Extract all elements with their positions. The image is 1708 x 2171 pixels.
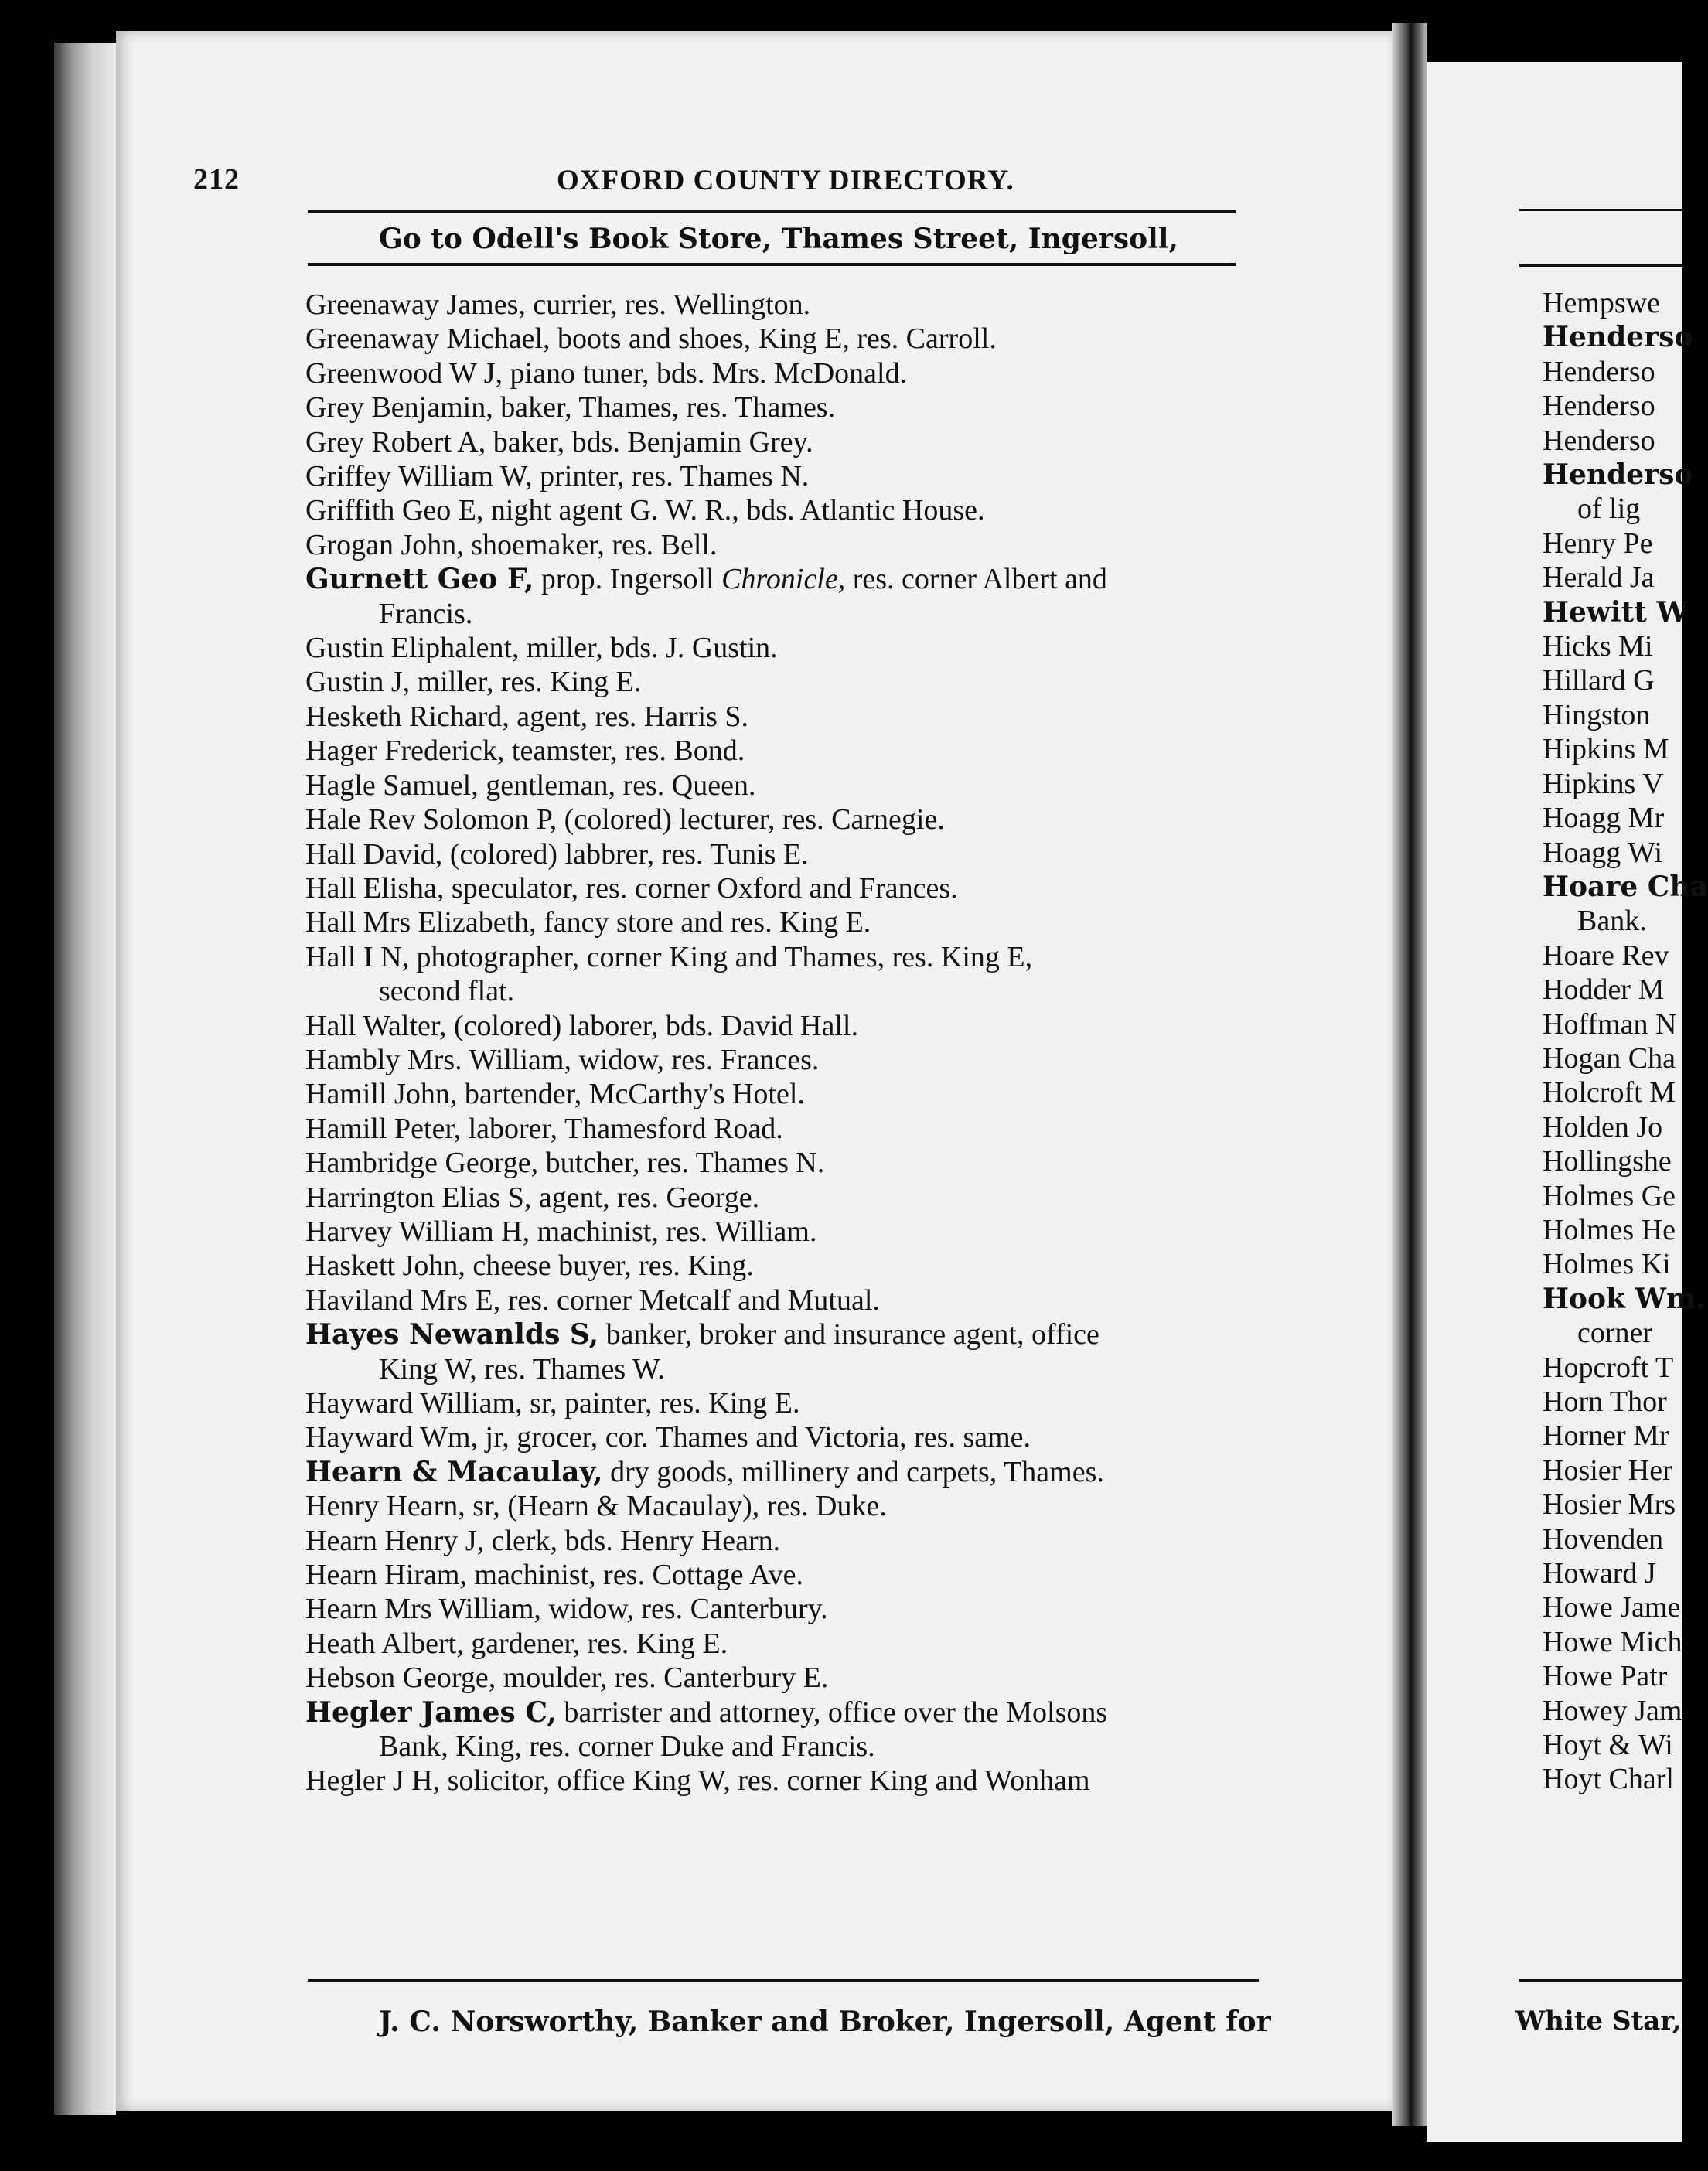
- entry-text: Hager Frederick, teamster, res. Bond.: [305, 734, 745, 768]
- directory-entry: [305, 1112, 1268, 1146]
- right-entry: Hoyt & Wi: [1543, 1729, 1673, 1762]
- directory-entry: [305, 493, 1268, 527]
- directory-entry: [305, 1592, 1268, 1626]
- right-entry: Henderso: [1543, 458, 1693, 492]
- top-advertisement: Go to Odell's Book Store, Thames Street, Ingersoll,: [379, 223, 1178, 255]
- right-entry: Horner Mr: [1543, 1420, 1669, 1453]
- directory-entry: [305, 425, 1268, 459]
- right-entry: Holden Jo: [1543, 1110, 1663, 1143]
- right-entry: Hodder M: [1543, 973, 1665, 1007]
- right-entry: Howey Jam: [1543, 1694, 1682, 1727]
- right-entry: of lig: [1577, 492, 1641, 526]
- directory-entry: [305, 1146, 1268, 1180]
- directory-entry: [305, 1420, 1268, 1454]
- right-entry: Horn Thor: [1543, 1385, 1667, 1418]
- directory-entry: [305, 1558, 1268, 1592]
- directory-entry: [305, 288, 1268, 322]
- directory-entry: [305, 1181, 1268, 1215]
- directory-entry: [305, 1455, 1268, 1489]
- directory-entry: [305, 1043, 1268, 1077]
- right-bottom-advertisement: White Star,: [1515, 2006, 1682, 2036]
- right-entry: Herald Ja: [1543, 561, 1655, 595]
- directory-entry: [305, 1215, 1268, 1249]
- right-entry: Henderso: [1543, 321, 1693, 354]
- right-entry: Holcroft M: [1543, 1076, 1676, 1109]
- entry-text: Hayward William, sr, painter, res. King E.: [305, 1387, 800, 1420]
- right-entry: Hewitt W: [1543, 595, 1688, 629]
- entry-text: Hamill John, bartender, McCarthy's Hotel.: [305, 1078, 805, 1111]
- entry-text: Grogan John, shoemaker, res. Bell.: [305, 528, 718, 561]
- entry-name-bold: Hearn & Macaulay,: [305, 1455, 603, 1488]
- entry-continuation: King W, res. Thames W.: [379, 1352, 665, 1385]
- entry-text: Griffey William W, printer, res. Thames N.: [305, 460, 810, 493]
- entry-text: Harvey William H, machinist, res. William.: [305, 1215, 817, 1248]
- directory-entry: [305, 1696, 1268, 1730]
- entry-text: Hall David, (colored) labbrer, res. Tunis E.: [305, 837, 809, 871]
- entry-text: Greenwood W J, piano tuner, bds. Mrs. McDonald.: [305, 356, 908, 390]
- right-entry: Hogan Cha: [1543, 1041, 1676, 1075]
- right-entry: Hoagg Mr: [1543, 802, 1665, 835]
- right-entry: Hoffman N: [1543, 1007, 1677, 1041]
- directory-entry: [305, 1489, 1268, 1523]
- header-rule: [308, 210, 1236, 213]
- entry-text: Hayward Wm, jr, grocer, cor. Thames and Victoria, res. same.: [305, 1421, 1031, 1454]
- right-entry: Henderso: [1543, 424, 1655, 457]
- directory-entry: [305, 837, 1268, 871]
- entry-text: Hall Mrs Elizabeth, fancy store and res. King E.: [305, 906, 871, 939]
- entry-text: Hagle Samuel, gentleman, res. Queen.: [305, 769, 756, 802]
- right-entry: Henderso: [1543, 355, 1655, 388]
- entry-text: Grey Robert A, baker, bds. Benjamin Grey.: [305, 425, 813, 458]
- entry-text: Hesketh Richard, agent, res. Harris S.: [305, 700, 749, 733]
- entry-continuation: Bank, King, res. corner Duke and Francis.: [379, 1730, 875, 1764]
- directory-entry: [305, 803, 1268, 837]
- directory-entry: [305, 1764, 1268, 1798]
- right-entry: Hook Wm.: [1543, 1282, 1706, 1315]
- directory-entries: [305, 288, 1268, 1798]
- entry-text: Gustin Eliphalent, miller, bds. J. Gustin.: [305, 632, 778, 665]
- entry-text-continued: res. corner Albert and: [845, 563, 1107, 596]
- right-entry: Hoare Rev: [1543, 939, 1669, 972]
- directory-entry: [305, 1283, 1268, 1317]
- directory-entry: [305, 1317, 1268, 1351]
- entry-text: Hamill Peter, laborer, Thamesford Road.: [305, 1112, 783, 1145]
- right-entry: Hingston: [1543, 698, 1651, 731]
- header-rule-lower: [308, 263, 1236, 266]
- entry-text: banker, broker and insurance agent, office: [598, 1318, 1099, 1351]
- directory-entry: [305, 322, 1268, 356]
- right-entry: Hosier Mrs: [1543, 1488, 1676, 1522]
- directory-entry: [305, 1009, 1268, 1043]
- right-entry: Hillard G: [1543, 664, 1655, 697]
- entry-name-bold: Hayes Newanlds S,: [305, 1318, 599, 1351]
- directory-entry: [305, 1386, 1268, 1420]
- directory-entry: [305, 459, 1268, 493]
- entry-name-bold: Hegler James C,: [305, 1696, 557, 1729]
- directory-entry: [305, 356, 1268, 390]
- entry-text: Grey Benjamin, baker, Thames, res. Thames.: [305, 391, 836, 424]
- entry-text: Haskett John, cheese buyer, res. King.: [305, 1249, 754, 1283]
- directory-entry: [305, 905, 1268, 939]
- right-entry: Holmes Ki: [1543, 1248, 1671, 1281]
- right-entry: Holmes He: [1543, 1213, 1676, 1246]
- right-entry: Hovenden: [1543, 1522, 1664, 1556]
- entry-continuation: Francis.: [379, 597, 473, 630]
- right-entry: Hoyt Charl: [1543, 1763, 1674, 1796]
- entry-name-bold: Gurnett Geo F,: [305, 563, 534, 596]
- entry-text: Hearn Henry J, clerk, bds. Henry Hearn.: [305, 1524, 781, 1557]
- entry-text: Hale Rev Solomon P, (colored) lecturer, res. Carnegie.: [305, 803, 945, 837]
- directory-entry: [305, 700, 1268, 734]
- directory-entry: [305, 1627, 1268, 1661]
- entry-text: Hall I N, photographer, corner King and Thames, res. King E,: [305, 940, 1033, 973]
- entry-continuation: second flat.: [379, 975, 515, 1008]
- entry-text: Heath Albert, gardener, res. King E.: [305, 1627, 728, 1660]
- entry-text: Griffith Geo E, night agent G. W. R., bds. Atlantic House.: [305, 494, 985, 527]
- entry-text: Hegler J H, solicitor, office King W, res. corner King and Wonham: [305, 1764, 1090, 1798]
- right-entry: Bank.: [1577, 905, 1647, 938]
- entry-text: Haviland Mrs E, res. corner Metcalf and Mutual.: [305, 1283, 880, 1317]
- entry-text: Harrington Elias S, agent, res. George.: [305, 1181, 760, 1214]
- right-entry: Hosier Her: [1543, 1454, 1672, 1487]
- right-entry: Hoare Cha: [1543, 870, 1708, 903]
- directory-entry: [305, 1249, 1268, 1283]
- entry-text: Hall Walter, (colored) laborer, bds. David Hall.: [305, 1009, 858, 1042]
- right-page-entries: [1543, 286, 1708, 1797]
- book-gutter: [1392, 23, 1427, 2126]
- entry-text: Hebson George, moulder, res. Canterbury E.: [305, 1661, 829, 1695]
- entry-text: Gustin J, miller, res. King E.: [305, 666, 642, 699]
- entry-text: Greenaway James, currier, res. Wellington.: [305, 288, 811, 321]
- right-entry: Hoagg Wi: [1543, 836, 1663, 869]
- directory-entry: [305, 734, 1268, 768]
- entry-text: barrister and attorney, office over the Molsons: [556, 1696, 1108, 1729]
- right-entry: Hicks Mi: [1543, 630, 1653, 663]
- right-entry: Holmes Ge: [1543, 1179, 1676, 1212]
- running-title: OXFORD COUNTY DIRECTORY.: [557, 165, 1014, 196]
- right-entry: Howe Jame: [1543, 1591, 1681, 1624]
- bottom-advertisement: J. C. Norsworthy, Banker and Broker, Ingersoll, Agent for: [379, 2006, 1271, 2038]
- footer-rule: [308, 1979, 1259, 1982]
- directory-entry: [305, 562, 1268, 596]
- directory-entry: [305, 665, 1268, 699]
- right-header-rule-lower: [1519, 264, 1682, 267]
- directory-entry: [305, 940, 1268, 974]
- right-entry: Henderso: [1543, 390, 1655, 423]
- right-entry: Hipkins V: [1543, 767, 1664, 800]
- directory-entry: [305, 390, 1268, 424]
- entry-text: Henry Hearn, sr, (Hearn & Macaulay), res. Duke.: [305, 1490, 887, 1523]
- right-entry: Henry Pe: [1543, 527, 1653, 560]
- right-entry: Hipkins M: [1543, 733, 1669, 766]
- entry-text: Hambly Mrs. William, widow, res. Frances.: [305, 1043, 820, 1076]
- right-entry: Howard J: [1543, 1557, 1656, 1590]
- right-footer-rule: [1519, 1979, 1682, 1982]
- right-entry: Hempswe: [1543, 287, 1660, 319]
- entry-text: Hambridge George, butcher, res. Thames N.: [305, 1147, 825, 1180]
- directory-entry: [305, 528, 1268, 562]
- right-entry: Hopcroft T: [1543, 1351, 1674, 1384]
- directory-entry: [305, 1661, 1268, 1695]
- entry-text: Greenaway Michael, boots and shoes, King E, res. Carroll.: [305, 322, 997, 356]
- right-entry: Howe Patr: [1543, 1660, 1668, 1693]
- right-entry: Howe Mich: [1543, 1625, 1682, 1658]
- page-stack-edge: [54, 43, 116, 2115]
- entry-text: prop. Ingersoll: [534, 563, 722, 596]
- right-entry: Hollingshe: [1543, 1145, 1672, 1178]
- right-entry: corner: [1577, 1317, 1653, 1350]
- entry-text: Hearn Hiram, machinist, res. Cottage Ave.: [305, 1559, 804, 1592]
- directory-entry: [305, 1524, 1268, 1558]
- entry-text: Hearn Mrs William, widow, res. Canterbury.: [305, 1593, 828, 1626]
- right-header-rule: [1519, 209, 1682, 211]
- page-number: 212: [193, 163, 240, 196]
- directory-entry: [305, 871, 1268, 905]
- entry-text: Hall Elisha, speculator, res. corner Oxford and Frances.: [305, 871, 958, 905]
- directory-entry: [305, 1077, 1268, 1111]
- entry-italic: Chronicle,: [721, 563, 846, 596]
- directory-entry: [305, 631, 1268, 665]
- directory-entry: [305, 769, 1268, 803]
- right-page: [1427, 62, 1708, 2142]
- page-header: [193, 162, 1245, 196]
- entry-text: dry goods, millinery and carpets, Thames.: [602, 1455, 1104, 1488]
